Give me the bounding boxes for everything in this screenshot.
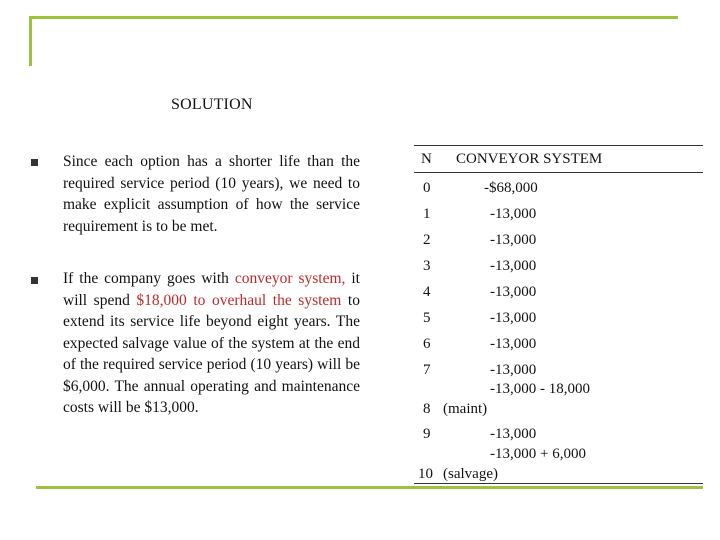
row-n: 8 bbox=[423, 401, 431, 417]
bullet-marker-2 bbox=[31, 277, 38, 284]
row-value: -13,000 bbox=[490, 232, 537, 248]
bullet-marker-1 bbox=[31, 159, 38, 166]
row-n: 6 bbox=[423, 336, 431, 352]
row-n: 4 bbox=[423, 284, 431, 300]
row-note: (salvage) bbox=[443, 466, 498, 482]
bullet-text-2 bbox=[63, 268, 360, 419]
slide-title: SOLUTION bbox=[171, 96, 253, 113]
row-value: -13,000 bbox=[490, 310, 537, 326]
row-n: 9 bbox=[423, 426, 431, 442]
row-n: 5 bbox=[423, 310, 431, 326]
row-value-salvage bbox=[490, 446, 586, 463]
row-value: -13,000 bbox=[490, 381, 537, 397]
row-n: 3 bbox=[423, 258, 431, 274]
row-value-maint bbox=[490, 381, 590, 398]
row-adjustment: + 6,000 bbox=[536, 446, 586, 462]
row-value: -13,000 bbox=[490, 426, 537, 442]
row-n: 1 bbox=[423, 206, 431, 222]
bullet-2-segment: to extend its service life beyond eight years. The expected salvage value of the system at the end of the required service period (10 years) will be $6,000. The annual operating and maintenance costs will be $13,000. bbox=[63, 291, 360, 416]
row-n: 10 bbox=[418, 466, 433, 482]
row-adjustment: - 18,000 bbox=[536, 381, 590, 397]
row-value: -13,000 bbox=[490, 258, 537, 274]
row-value: -13,000 bbox=[490, 362, 537, 378]
bullet-2-segment: If the company goes with bbox=[63, 270, 235, 287]
row-value: -13,000 bbox=[490, 336, 537, 352]
table-header-n: N bbox=[421, 151, 432, 167]
row-note: (maint) bbox=[443, 401, 488, 417]
table-header-system: CONVEYOR SYSTEM bbox=[456, 151, 603, 167]
highlight-conveyor-system: conveyor system, bbox=[234, 270, 346, 287]
frame-top-rule bbox=[29, 16, 678, 19]
row-value: -$68,000 bbox=[484, 180, 538, 196]
table-top-rule bbox=[414, 145, 703, 146]
row-n: 2 bbox=[423, 232, 431, 248]
bullet-text-1: Since each option has a shorter life than the required service period (10 years), we need to make explicit assumption of how the service requirement is to be met. bbox=[63, 153, 360, 235]
bullet-2-segment: it will spend bbox=[63, 270, 360, 309]
highlight-overhaul-cost: $18,000 to overhaul the system bbox=[136, 291, 342, 309]
row-n: 0 bbox=[423, 180, 431, 196]
table-header-rule bbox=[414, 172, 703, 173]
row-value: -13,000 bbox=[490, 206, 537, 222]
table-bottom-rule bbox=[414, 483, 703, 484]
row-value: -13,000 bbox=[490, 446, 537, 462]
frame-left-rule bbox=[29, 16, 32, 66]
frame-bottom-rule bbox=[36, 486, 703, 489]
row-value: -13,000 bbox=[490, 284, 537, 300]
row-n: 7 bbox=[423, 362, 431, 378]
